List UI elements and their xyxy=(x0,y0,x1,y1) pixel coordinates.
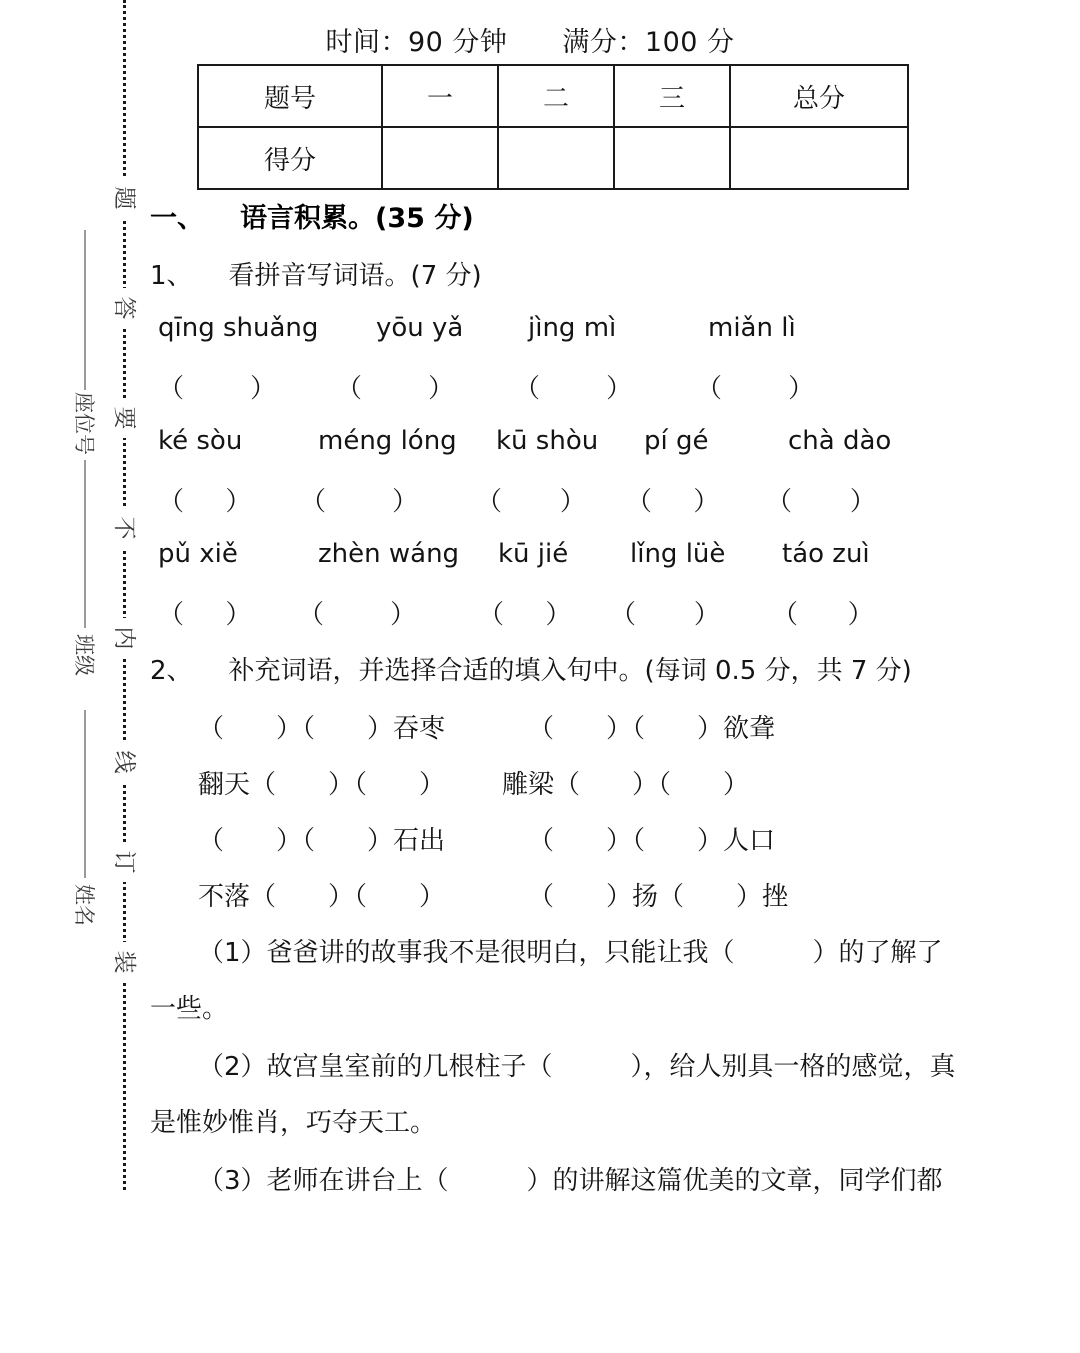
answer-blank-2-3[interactable]: （ ） xyxy=(476,487,586,517)
binding-char-nei: 内 xyxy=(104,618,144,658)
pinyin-word-jing-mi: jìng mì xyxy=(528,313,617,343)
cell-score-three[interactable] xyxy=(614,127,730,189)
section-number: 一、 xyxy=(150,203,204,234)
cell-score-two[interactable] xyxy=(498,127,614,189)
pinyin-word-zhen-wang: zhèn wáng xyxy=(318,539,460,569)
answer-blank-1-1[interactable]: （ ） xyxy=(158,374,277,404)
idiom-blank-left-2[interactable]: 翻天（ ）（ ） xyxy=(198,770,446,800)
pinyin-row-2 xyxy=(158,426,1058,456)
answer-blank-1-3[interactable]: （ ） xyxy=(514,374,633,404)
answer-blank-row-2 xyxy=(158,481,1058,518)
idiom-blank-right-2[interactable]: 雕梁（ ）（ ） xyxy=(502,770,750,800)
cell-column-total: 总分 xyxy=(730,65,908,127)
class-write-rule[interactable] xyxy=(84,460,86,628)
binding-char-ding: 订 xyxy=(104,842,144,882)
score-table xyxy=(197,64,909,190)
sentence-1-line-2: 一些。 xyxy=(150,994,229,1024)
question-1-number: 1、 xyxy=(150,261,193,291)
answer-blank-2-4[interactable]: （ ） xyxy=(626,487,720,517)
class-label: 班级 xyxy=(72,634,96,676)
answer-blank-row-1 xyxy=(158,368,1058,405)
answer-blank-3-2[interactable]: （ ） xyxy=(298,600,417,630)
sentence-2-line-2: 是惟妙惟肖，巧夺天工。 xyxy=(150,1108,437,1138)
sentence-1-line-1[interactable]: （1）爸爸讲的故事我不是很明白，只能让我（ ）的了解了 xyxy=(198,938,943,968)
pinyin-word-pi-ge: pí gé xyxy=(644,426,709,456)
pinyin-word-qing-shuang: qīng shuǎng xyxy=(158,313,319,343)
pinyin-word-mian-li: miǎn lì xyxy=(708,313,796,343)
idiom-blank-right-4[interactable]: （ ）扬（ ）挫 xyxy=(528,882,789,912)
idiom-blank-right-3[interactable]: （ ）（ ）人口 xyxy=(528,826,776,856)
cell-column-two: 二 xyxy=(498,65,614,127)
binding-char-xian: 线 xyxy=(104,742,144,782)
table-row-question-numbers xyxy=(198,65,908,127)
binding-char-yao: 要 xyxy=(104,398,144,438)
pinyin-word-pu-xie: pǔ xiě xyxy=(158,539,238,569)
table-row-scores xyxy=(198,127,908,189)
question-heading-2 xyxy=(150,650,912,687)
seat-number-label: 座位号 xyxy=(72,392,96,455)
left-binding-margin xyxy=(0,0,150,1353)
answer-blank-3-1[interactable]: （ ） xyxy=(158,600,252,630)
cell-score-total[interactable] xyxy=(730,127,908,189)
pinyin-word-ling-lve: lǐng lüè xyxy=(630,539,726,569)
idiom-blank-left-4[interactable]: 不落（ ）（ ） xyxy=(198,882,446,912)
answer-blank-3-5[interactable]: （ ） xyxy=(772,600,874,630)
pinyin-row-1 xyxy=(158,313,1058,343)
question-heading-1 xyxy=(150,255,482,292)
idiom-blank-left-3[interactable]: （ ）（ ）石出 xyxy=(198,826,446,856)
sentence-2-line-1[interactable]: （2）故宫皇室前的几根柱子（ ），给人别具一格的感觉，真 xyxy=(198,1052,956,1082)
cell-column-three: 三 xyxy=(614,65,730,127)
binding-char-ti: 题 xyxy=(104,178,144,218)
cell-score-one[interactable] xyxy=(382,127,498,189)
answer-blank-row-3 xyxy=(158,594,1058,631)
question-1-title-text: 看拼音写词语。(7 分) xyxy=(228,261,482,291)
idiom-blank-right-1[interactable]: （ ）（ ）欲聋 xyxy=(528,714,776,744)
cell-row-label-question-number: 题号 xyxy=(198,65,382,127)
section-title-text: 语言积累。(35 分) xyxy=(240,203,474,234)
seat-number-write-rule[interactable] xyxy=(84,230,86,390)
idiom-blank-left-1[interactable]: （ ）（ ）吞枣 xyxy=(198,714,446,744)
binding-char-zhuang: 装 xyxy=(104,942,144,982)
answer-blank-3-4[interactable]: （ ） xyxy=(610,600,720,630)
answer-blank-1-4[interactable]: （ ） xyxy=(696,374,815,404)
pinyin-row-3 xyxy=(158,539,1058,569)
sentence-3-line-1[interactable]: （3）老师在讲台上（ ）的讲解这篇优美的文章，同学们都 xyxy=(198,1166,943,1196)
field-label-class xyxy=(62,634,108,676)
answer-blank-1-2[interactable]: （ ） xyxy=(336,374,455,404)
cell-row-label-score: 得分 xyxy=(198,127,382,189)
pinyin-word-tao-zui: táo zuì xyxy=(782,539,870,569)
binding-char-da: 答 xyxy=(104,288,144,328)
pinyin-word-ku-jie: kū jié xyxy=(498,539,569,569)
answer-blank-2-1[interactable]: （ ） xyxy=(158,487,252,517)
answer-blank-3-3[interactable]: （ ） xyxy=(478,600,572,630)
pinyin-word-you-ya: yōu yǎ xyxy=(376,313,464,343)
name-label: 姓名 xyxy=(72,884,96,926)
field-label-name xyxy=(62,884,108,926)
pinyin-word-meng-long: méng lóng xyxy=(318,426,457,456)
question-2-title-text: 补充词语，并选择合适的填入句中。(每词 0.5 分，共 7 分) xyxy=(228,656,912,686)
pinyin-word-ke-sou: ké sòu xyxy=(158,426,243,456)
field-label-seat-number xyxy=(62,392,108,455)
question-2-number: 2、 xyxy=(150,656,193,686)
pinyin-word-cha-dao: chà dào xyxy=(788,426,892,456)
name-write-rule[interactable] xyxy=(84,710,86,878)
answer-blank-2-5[interactable]: （ ） xyxy=(766,487,876,517)
exam-meta-line: 时间：90 分钟 满分：100 分 xyxy=(325,27,735,58)
exam-content xyxy=(150,0,1080,1353)
section-heading-one xyxy=(150,196,474,235)
pinyin-word-ku-shou: kū shòu xyxy=(496,426,599,456)
cell-column-one: 一 xyxy=(382,65,498,127)
answer-blank-2-2[interactable]: （ ） xyxy=(300,487,419,517)
binding-char-bu: 不 xyxy=(104,508,144,548)
